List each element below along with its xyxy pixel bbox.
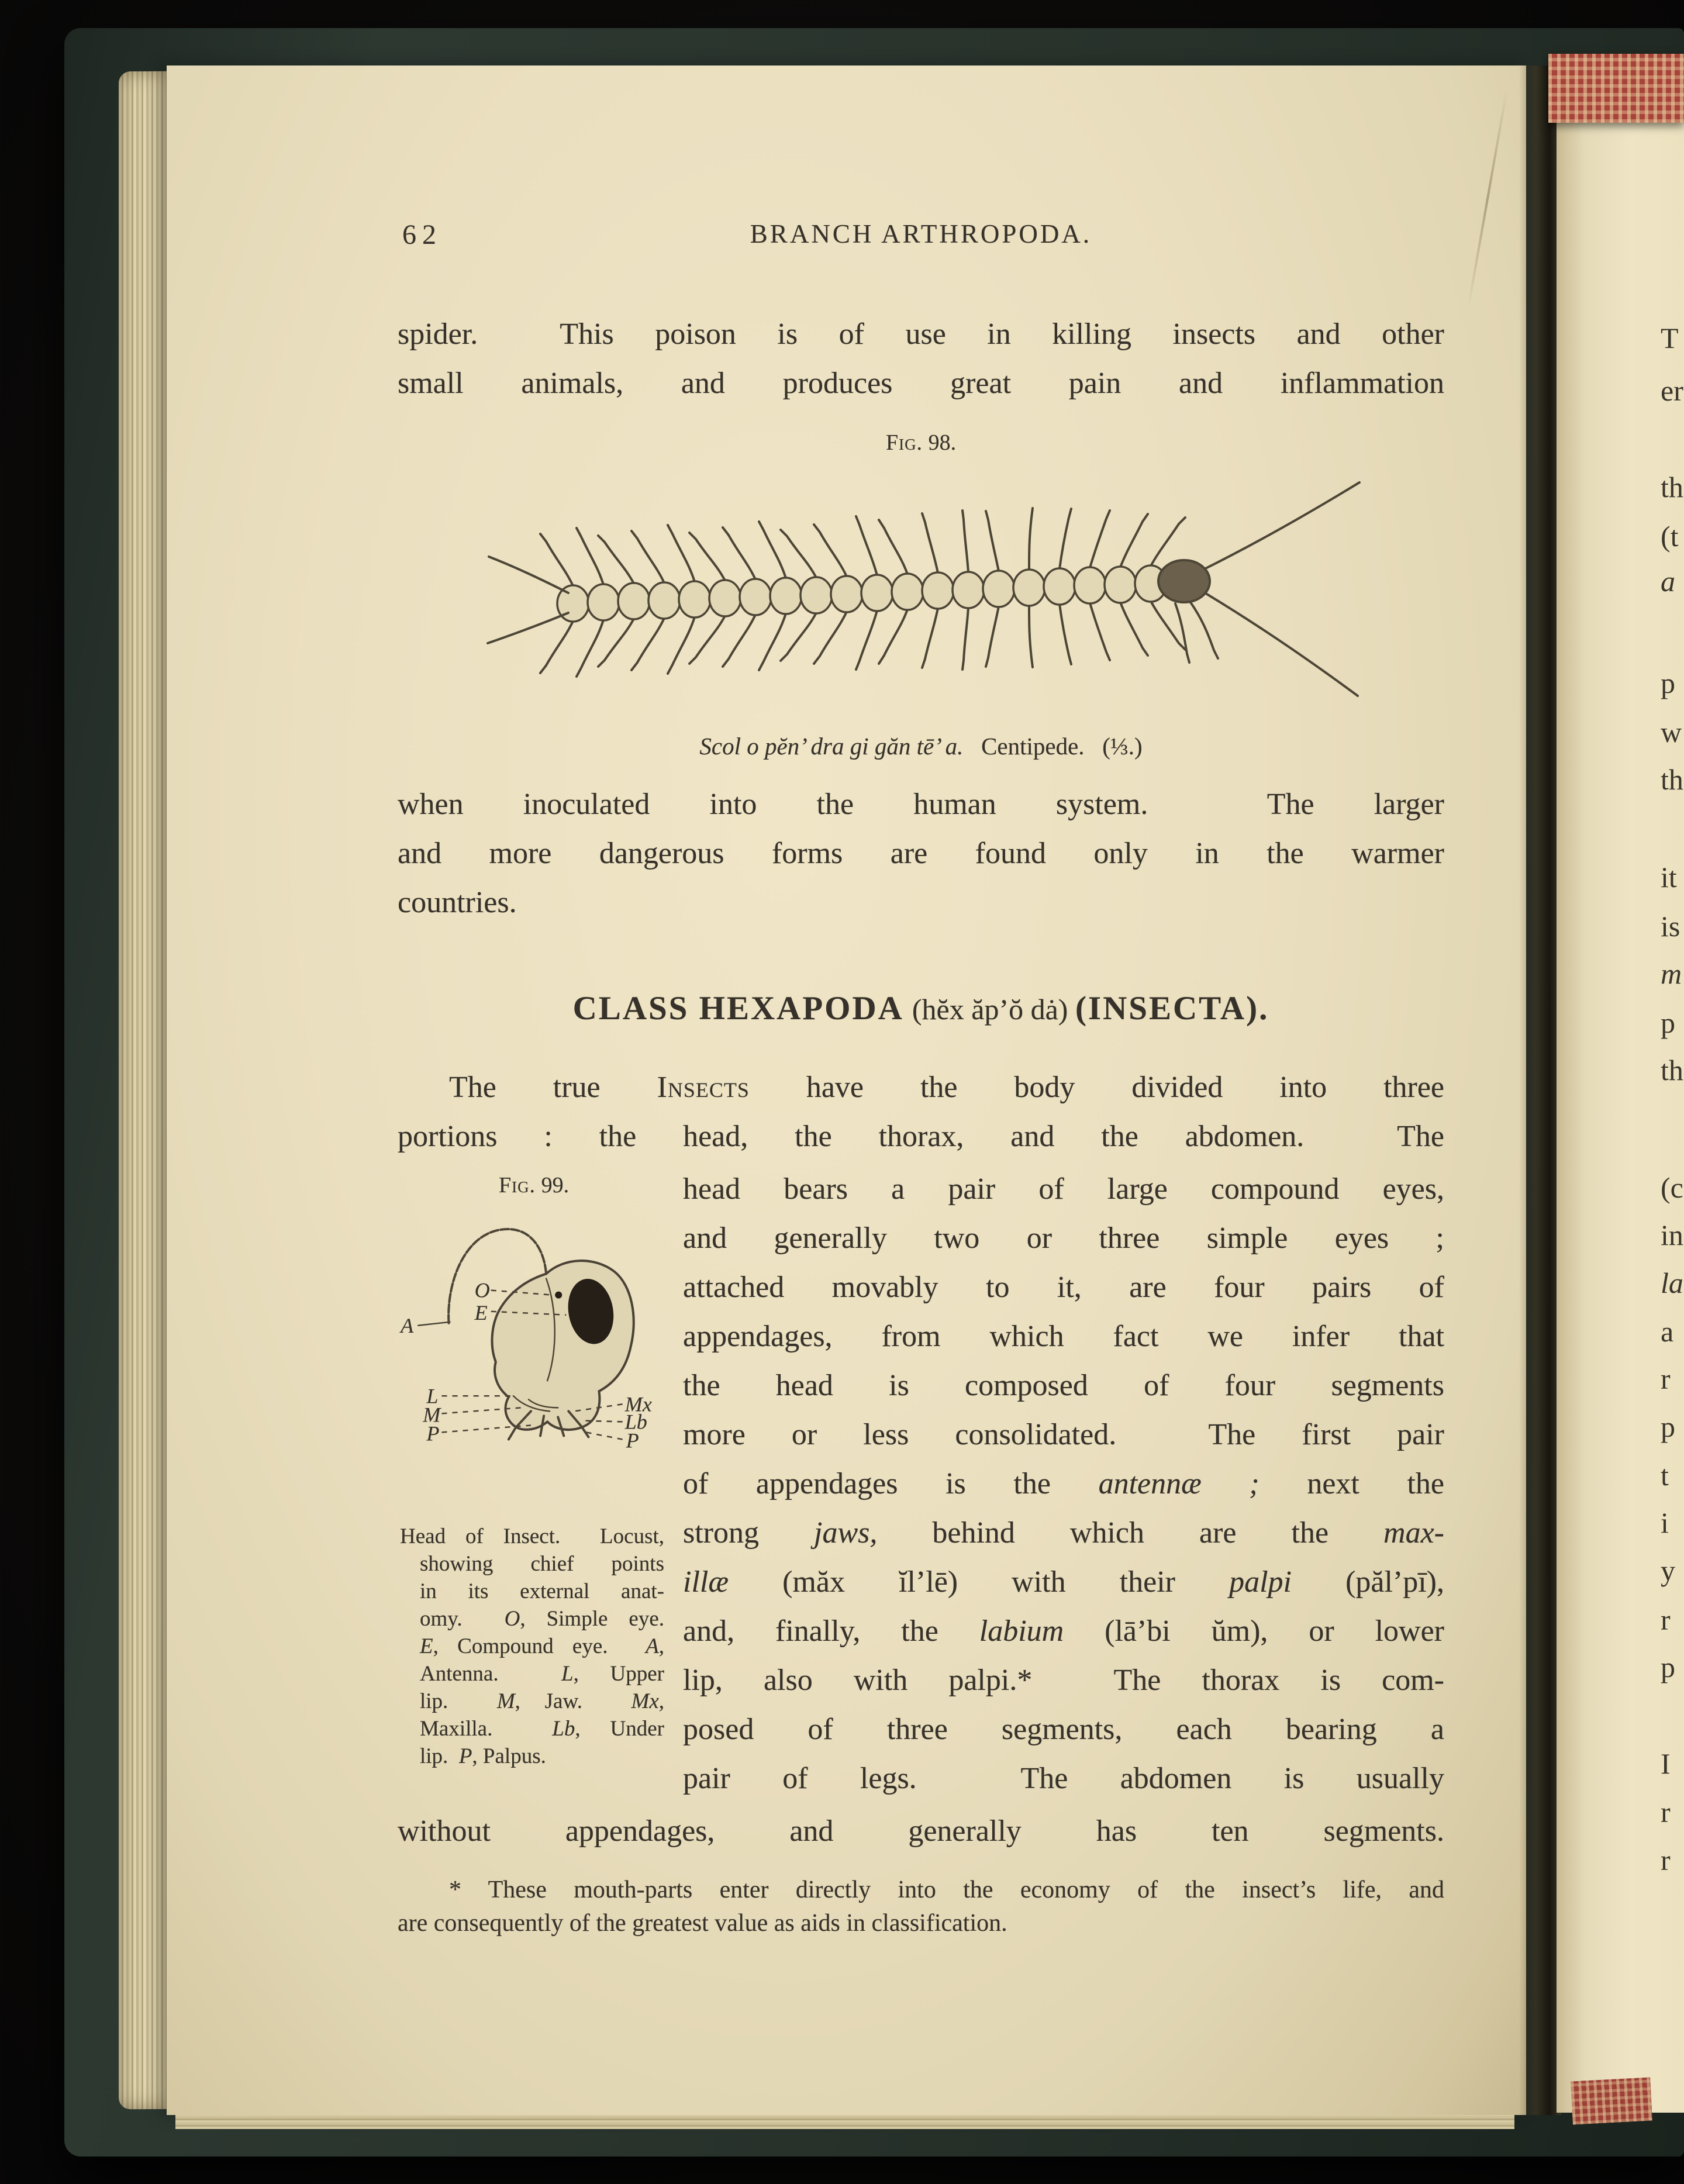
text-line: Maxilla. Lb, Under xyxy=(420,1717,664,1741)
page-text-fragment: p xyxy=(1661,667,1675,699)
page-text-fragment: w xyxy=(1661,716,1682,748)
paragraph-insects-intro xyxy=(398,1063,1444,1161)
text-line: Head of Insect. Locust, xyxy=(400,1524,664,1548)
figure-98-caption xyxy=(398,731,1444,761)
centipede-body-segments xyxy=(557,565,1167,622)
text-line: strong jaws, behind which are the max- xyxy=(683,1516,1444,1550)
text-line: small animals, and produces great pain and inflammation xyxy=(398,367,1444,400)
text-line: * These mouth-parts enter directly into the economy of the insect’s life, and xyxy=(449,1876,1444,1903)
simple-eye xyxy=(555,1292,562,1299)
text-line: and more dangerous forms are found only in the warmer xyxy=(398,837,1444,870)
next-page-text-fragments xyxy=(1557,75,1684,2113)
page-header xyxy=(398,219,1444,260)
centipede-illustration xyxy=(479,456,1392,725)
page-text-fragment: p xyxy=(1661,1651,1675,1683)
text-line: lip. M, Jaw. Mx, xyxy=(420,1689,665,1713)
text-line: Antenna. L, Upper xyxy=(420,1662,664,1686)
book-page xyxy=(167,65,1526,2115)
text-line: portions : the head, the thorax, and the abdomen. The xyxy=(398,1120,1444,1153)
label-jaw: M xyxy=(423,1403,441,1427)
figure-99-label xyxy=(398,1172,670,1199)
page-text-fragment: (c xyxy=(1661,1171,1683,1204)
text-line: lip. P, Palpus. xyxy=(420,1744,546,1768)
text-line: omy. O, Simple eye. xyxy=(420,1607,664,1631)
page-text-fragment: p xyxy=(1661,1410,1675,1443)
page-text-fragment: t xyxy=(1661,1459,1669,1492)
page-text-fragment: p xyxy=(1661,1006,1675,1039)
page-text-fragment: th xyxy=(1661,1054,1683,1086)
page-text-fragment: th xyxy=(1661,763,1683,796)
insect-head-illustration xyxy=(389,1202,665,1507)
paragraph-spider-poison xyxy=(398,310,1444,408)
label-simple-eye: O xyxy=(474,1278,490,1302)
label-compound-eye: E xyxy=(474,1300,488,1324)
red-cloth-top xyxy=(1548,54,1684,123)
page-text-fragment: m xyxy=(1661,957,1682,990)
label-palpus-right: P xyxy=(626,1429,639,1452)
class-hexapoda-heading xyxy=(398,988,1444,1030)
text-line: and, finally, the labium (lā’bi ŭm), or lower xyxy=(683,1614,1444,1648)
label-antenna: A xyxy=(401,1313,414,1337)
next-page-edge xyxy=(1557,75,1684,2113)
text-line: are consequently of the greatest value as aids in classification. xyxy=(398,1910,1007,1937)
text-line: illæ (măx ĭl’lē) with their palpi (păl’pī), xyxy=(683,1565,1444,1599)
page-text-fragment: (t xyxy=(1661,520,1679,553)
text-line: E, Compound eye. A, xyxy=(420,1634,664,1658)
page-content xyxy=(398,65,1444,2115)
page-text-fragment: th xyxy=(1661,471,1683,503)
head-outline xyxy=(492,1261,634,1430)
page-stack-edges xyxy=(119,71,172,2109)
page-text-fragment: i xyxy=(1661,1506,1669,1539)
figure-98-label xyxy=(398,429,1444,456)
gutter-shadow xyxy=(1519,65,1561,2115)
page-text-fragment: er xyxy=(1661,374,1683,407)
text-line: countries. xyxy=(398,886,517,919)
label-upper-lip: L xyxy=(426,1384,439,1408)
red-cloth-bottom xyxy=(1571,2077,1652,2124)
text-line: of appendages is the antennæ ; next the xyxy=(683,1467,1445,1500)
text-line: attached movably to it, are four pairs of xyxy=(683,1271,1444,1304)
page-text-fragment: a xyxy=(1661,1315,1674,1348)
page-text-fragment: r xyxy=(1661,1844,1671,1876)
paragraph-insect-anatomy xyxy=(683,1165,1444,1803)
page-text-fragment: I xyxy=(1661,1747,1671,1780)
page-text-fragment: is xyxy=(1661,910,1680,943)
text-line: when inoculated into the human system. The larger xyxy=(398,788,1444,821)
label-maxilla: Mx xyxy=(624,1392,652,1416)
text-line: more or less consolidated. The first pair xyxy=(683,1418,1444,1451)
text-line: appendages, from which fact we infer that xyxy=(683,1320,1444,1353)
label-palpus-left: P xyxy=(426,1422,440,1445)
page-text-fragment: it xyxy=(1661,861,1677,893)
text-line: and generally two or three simple eyes ; xyxy=(683,1222,1444,1255)
text-line: Fig. 98. xyxy=(885,430,957,455)
label-under-lip: Lb xyxy=(624,1410,647,1434)
text-line: head bears a pair of large compound eyes, xyxy=(683,1172,1444,1206)
page-bottom-edges xyxy=(175,2115,1514,2129)
figure-99-block xyxy=(398,1172,670,1768)
text-line: CLASS HEXAPODA (hĕx ăp’ŏ dȧ) (INSECTA). xyxy=(572,990,1269,1027)
text-line: spider. This poison is of use in killing insects and other xyxy=(398,318,1444,351)
page-text-fragment: T xyxy=(1661,322,1679,354)
centipede-tail-appendages xyxy=(488,557,568,643)
text-line: the head is composed of four segments xyxy=(683,1369,1444,1402)
figure-99-caption xyxy=(400,1523,664,1770)
page-text-fragment: r xyxy=(1661,1362,1671,1395)
text-line: without appendages, and generally has ten segments. xyxy=(398,1814,1444,1848)
text-line: pair of legs. The abdomen is usually xyxy=(683,1762,1444,1795)
page-text-fragment: r xyxy=(1661,1603,1671,1636)
page-text-fragment: la xyxy=(1661,1267,1683,1299)
page-text-fragment: r xyxy=(1661,1796,1671,1828)
text-line: showing chief points xyxy=(420,1552,664,1576)
page-text-fragment: y xyxy=(1661,1554,1675,1587)
text-line: posed of three segments, each bearing a xyxy=(683,1713,1444,1746)
paragraph-inoculated xyxy=(398,780,1444,927)
paragraph-abdomen-segments xyxy=(398,1807,1444,1856)
text-line: lip, also with palpi.* The thorax is com- xyxy=(683,1664,1444,1697)
text-line: The true Insects have the body divided into three xyxy=(449,1071,1445,1104)
page-text-fragment: a xyxy=(1661,565,1675,598)
running-head: BRANCH ARTHROPODA. xyxy=(750,219,1092,249)
text-line: in its external anat- xyxy=(420,1579,664,1603)
page-number: 62 xyxy=(402,219,442,250)
text-line: Fig. 99. xyxy=(498,1173,570,1198)
text-line: Scol o pĕn’ dra gi găn tē’ a. Centipede. (⅓.) xyxy=(699,733,1143,760)
centipede-head xyxy=(1158,560,1210,602)
page-text-fragment: in xyxy=(1661,1219,1683,1251)
footnote xyxy=(398,1874,1444,1940)
